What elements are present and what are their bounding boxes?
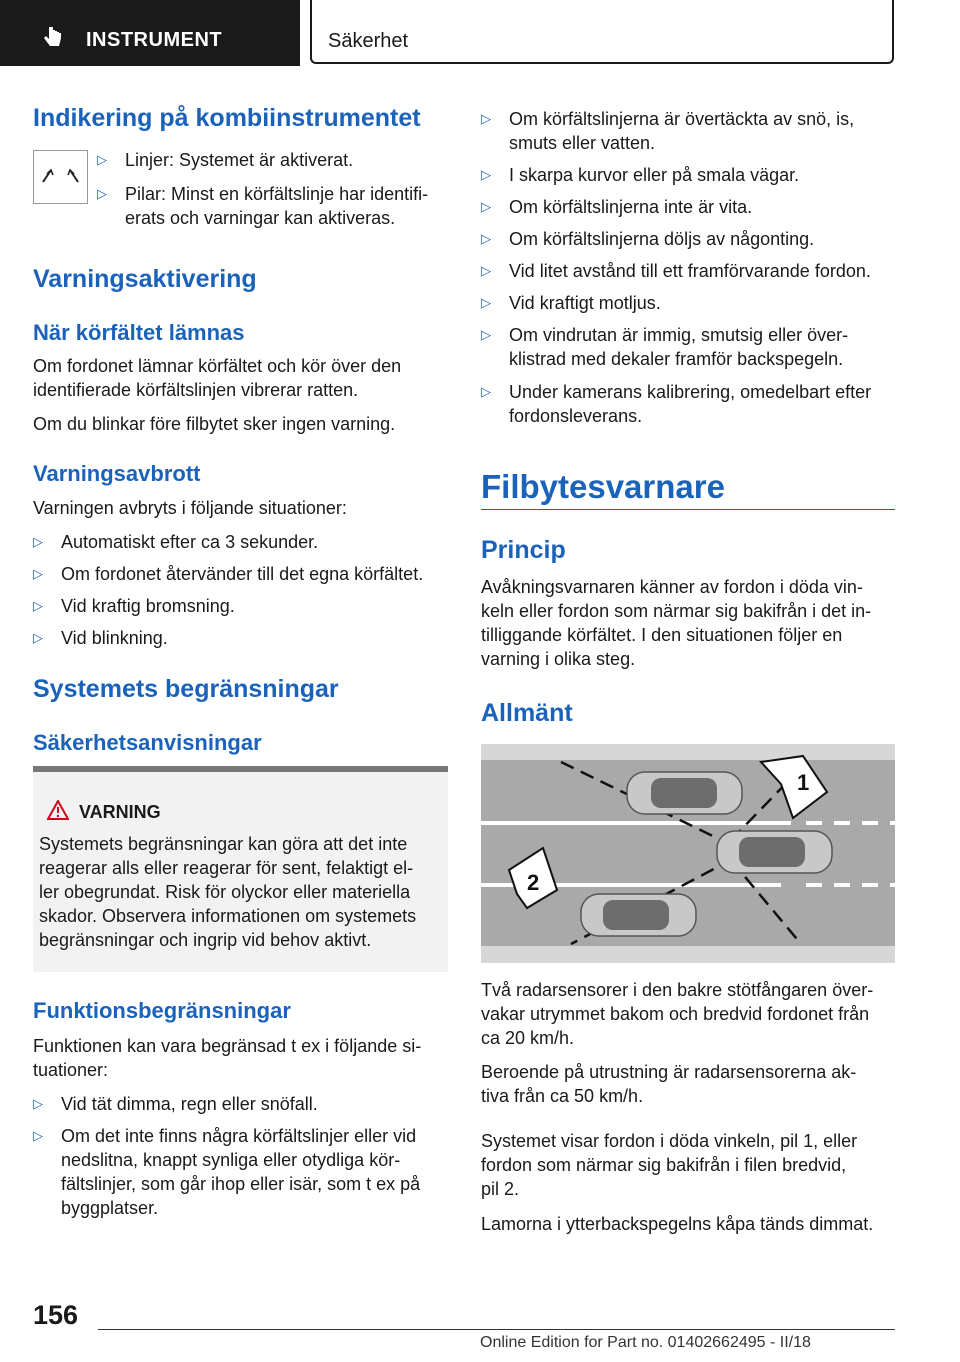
- heading-funktionsbegransningar: Funktionsbegränsningar: [33, 998, 291, 1023]
- list-item: ▷ Vid blinkning.: [33, 628, 168, 648]
- bullet-triangle-icon: ▷: [33, 1128, 43, 1143]
- list-item: ▷ Om körfältslinjerna är övertäckta av snö, is, smuts eller vatten.: [481, 109, 855, 153]
- svg-text:2: 2: [527, 870, 540, 895]
- heading-lamnas: När körfältet lämnas: [33, 320, 245, 345]
- blind-spot-diagram: [481, 744, 895, 963]
- bullet-triangle-icon: ▷: [33, 1096, 43, 1111]
- car-middle: [717, 831, 832, 873]
- list-item: ▷ Under kamerans kalibrering, omedelbart efter fordonsleverans.: [481, 382, 872, 426]
- warning-title: VARNING: [79, 802, 161, 822]
- heading-sakerhetsanvisningar: Säkerhetsanvisningar: [33, 730, 262, 755]
- bullet-triangle-icon: ▷: [481, 263, 491, 278]
- bullet-triangle-icon: ▷: [481, 295, 491, 310]
- list-item: ▷ Vid tät dimma, regn eller snöfall.: [33, 1094, 318, 1114]
- bullet-triangle-icon: ▷: [481, 111, 491, 126]
- car-bottom: [581, 894, 696, 936]
- list-item: ▷ Om det inte finns några körfältslinjer eller vid nedslitna, knappt synliga eller otydliga kör- fältslinjer, som går ihop eller isär, som t ex på byggplatser.: [33, 1126, 421, 1218]
- section-tab-label: INSTRUMENT: [86, 29, 223, 51]
- bullet-triangle-icon: ▷: [97, 186, 107, 201]
- list-item: ▷ Om fordonet återvänder till det egna körfältet.: [33, 564, 424, 584]
- heading-kombi: Indikering på kombiinstrumentet: [33, 104, 421, 132]
- list-item: ▷ I skarpa kurvor eller på smala vägar.: [481, 165, 800, 185]
- paragraph: Två radarsensorer i den bakre stötfångaren över- vakar utrymmet bakom och bredvid fordonet från ca 20 km/h.: [481, 980, 874, 1048]
- heading-begransningar: Systemets begränsningar: [33, 675, 339, 703]
- list-item: ▷ Linjer: Systemet är aktiverat.: [97, 150, 354, 170]
- bullet-triangle-icon: ▷: [481, 199, 491, 214]
- svg-text:1: 1: [797, 770, 810, 795]
- section-rule: [481, 509, 895, 510]
- chapter-tab[interactable]: [310, 0, 894, 64]
- edition-note: Online Edition for Part no. 01402662495 - II/18: [480, 1334, 811, 1351]
- bullet-triangle-icon: ▷: [33, 566, 43, 581]
- lane-indicator-icon: [33, 150, 88, 204]
- list-item: ▷ Vid litet avstånd till ett framförvarande fordon.: [481, 261, 871, 281]
- list-item: ▷ Om vindrutan är immig, smutsig eller över- klistrad med dekaler framför backspegeln.: [481, 325, 849, 369]
- bullet-triangle-icon: ▷: [97, 152, 107, 167]
- bullet-triangle-icon: ▷: [33, 630, 43, 645]
- list-item: ▷ Vid kraftig bromsning.: [33, 596, 235, 616]
- bullet-triangle-icon: ▷: [481, 231, 491, 246]
- warning-text: Systemets begränsningar kan göra att det inte reagerar alls eller reagerar för sent, felaktigt el- ler obegrundat. Risk för olyckor eller materiella skador. Observera informationen om systemets begränsningar och ingrip vid behov aktivt.: [39, 834, 417, 950]
- heading-varningsavbrott: Varningsavbrott: [33, 461, 201, 486]
- paragraph: Om fordonet lämnar körfältet och kör över den identifierade körfältslinjen vibrerar ratten.: [33, 356, 402, 400]
- list-item: ▷ Om körfältslinjerna inte är vita.: [481, 197, 753, 217]
- bullet-triangle-icon: ▷: [481, 384, 491, 399]
- list-item: ▷ Pilar: Minst en körfältslinje har identifi- erats och varningar kan aktiveras.: [97, 184, 429, 228]
- footer-rule: [98, 1329, 895, 1330]
- paragraph: Avåkningsvarnaren känner av fordon i döda vin- keln eller fordon som närmar sig bakifrån i det in- tilliggande körfältet. I den situationen följer en varning i olika steg.: [481, 577, 872, 669]
- car-top: [627, 772, 742, 814]
- heading-varningsaktivering: Varningsaktivering: [33, 265, 257, 293]
- warning-triangle-icon: [47, 800, 69, 820]
- chapter-tab-label: Säkerhet: [328, 30, 409, 52]
- paragraph: Om du blinkar före filbytet sker ingen varning.: [33, 414, 396, 434]
- list-item: ▷ Vid kraftigt motljus.: [481, 293, 661, 313]
- hand-pointer-icon: [42, 25, 64, 49]
- list-item: ▷ Om körfältslinjerna döljs av någonting.: [481, 229, 815, 249]
- heading-princip: Princip: [481, 536, 566, 564]
- list-item: ▷ Automatiskt efter ca 3 sekunder.: [33, 532, 319, 552]
- page-number: 156: [33, 1300, 79, 1330]
- bullet-triangle-icon: ▷: [481, 327, 491, 342]
- section-tab[interactable]: [0, 0, 300, 66]
- heading-allmant: Allmänt: [481, 699, 573, 727]
- paragraph: Systemet visar fordon i döda vinkeln, pil 1, eller fordon som närmar sig bakifrån i filen bredvid, pil 2.: [481, 1131, 858, 1199]
- bullet-triangle-icon: ▷: [481, 167, 491, 182]
- heading-filbytesvarnare: Filbytesvarnare: [481, 468, 725, 505]
- paragraph: Lamorna i ytterbackspegelns kåpa tänds dimmat.: [481, 1214, 874, 1234]
- paragraph: Varningen avbryts i följande situationer:: [33, 498, 347, 518]
- warning-box: [33, 766, 448, 972]
- bullet-triangle-icon: ▷: [33, 534, 43, 549]
- paragraph: Funktionen kan vara begränsad t ex i följande si- tuationer:: [33, 1036, 422, 1080]
- bullet-triangle-icon: ▷: [33, 598, 43, 613]
- paragraph: Beroende på utrustning är radarsensorerna ak- tiva från ca 50 km/h.: [481, 1062, 857, 1106]
